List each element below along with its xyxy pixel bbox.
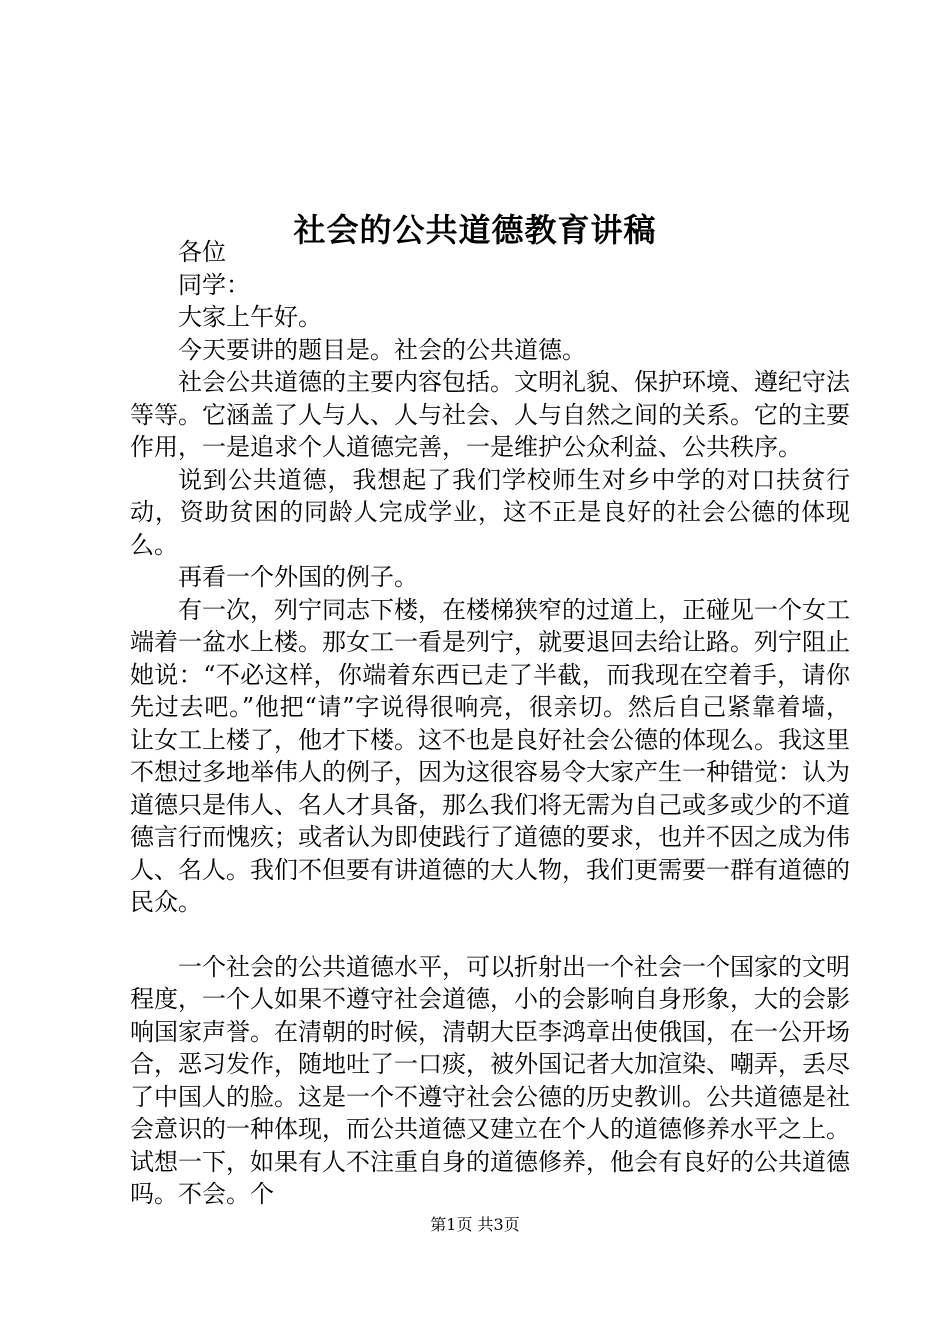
paragraph-lenin-story: 有一次，列宁同志下楼，在楼梯狭窄的过道上，正碰见一个女工端着一盆水上楼。那女工一看是列宁，就要退回去给让路。列宁阻止她说：“不必这样，你端着东西已走了半截，而我现在空着手，请你先过去吧。”他把“请”字说得很响亮，很亲切。然后自己紧靠着墙，让女工上楼了，他才下楼。这不也是良好社会公德的体现么。我这里不想过多地举伟人的例子，因为这很容易令大家产生一种错觉：认为道德只是伟人、名人才具备，那么我们将无需为自己或多或少的不道德言行而愧疚；或者认为即使践行了道德的要求，也并不因之成为伟人、名人。我们不但要有讲道德的大人物，我们更需要一群有道德的民众。 bbox=[130, 595, 850, 916]
paragraph-content-definition: 社会公共道德的主要内容包括。文明礼貌、保护环境、遵纪守法等等。它涵盖了人与人、人与社会、人与自然之间的关系。它的主要作用，一是追求个人道德完善，一是维护公众利益、公共秩序。 bbox=[130, 368, 850, 461]
page-number-current: 第1页 bbox=[430, 1215, 473, 1234]
paragraph-foreign-example-intro: 再看一个外国的例子。 bbox=[178, 563, 418, 591]
paragraph-public-morality-level: 一个社会的公共道德水平，可以折射出一个社会一个国家的文明程度，一个人如果不遵守社会道德，小的会影响自身形象，大的会影响国家声誉。在清朝的时候，清朝大臣李鸿章出使俄国，在一公开场合，恶习发作，随地吐了一口痰，被外国记者大加渲染、嘲弄，丢尽了中国人的脸。这是一个不遵守社会公德的历史教训。公共道德是社会意识的一种体现，而公共道德又建立在个人的道德修养水平之上。试想一下，如果有人不注重自身的道德修养，他会有良好的公共道德吗。不会。个 bbox=[130, 952, 850, 1208]
page-number-total: 共3页 bbox=[477, 1215, 520, 1234]
page-footer bbox=[0, 1214, 950, 1236]
paragraph-greeting-1: 各位 bbox=[178, 238, 226, 266]
paragraph-topic: 今天要讲的题目是。社会的公共道德。 bbox=[178, 335, 586, 364]
document-title: 社会的公共道德教育讲稿 bbox=[293, 211, 657, 250]
paragraph-school-example: 说到公共道德，我想起了我们学校师生对乡中学的对口扶贫行动，资助贫困的同龄人完成学业，这不正是良好的社会公德的体现么。 bbox=[130, 465, 850, 559]
document-body bbox=[130, 236, 850, 1211]
paragraph-greeting-3: 大家上午好。 bbox=[178, 303, 322, 331]
paragraph-greeting-2: 同学： bbox=[178, 270, 250, 299]
